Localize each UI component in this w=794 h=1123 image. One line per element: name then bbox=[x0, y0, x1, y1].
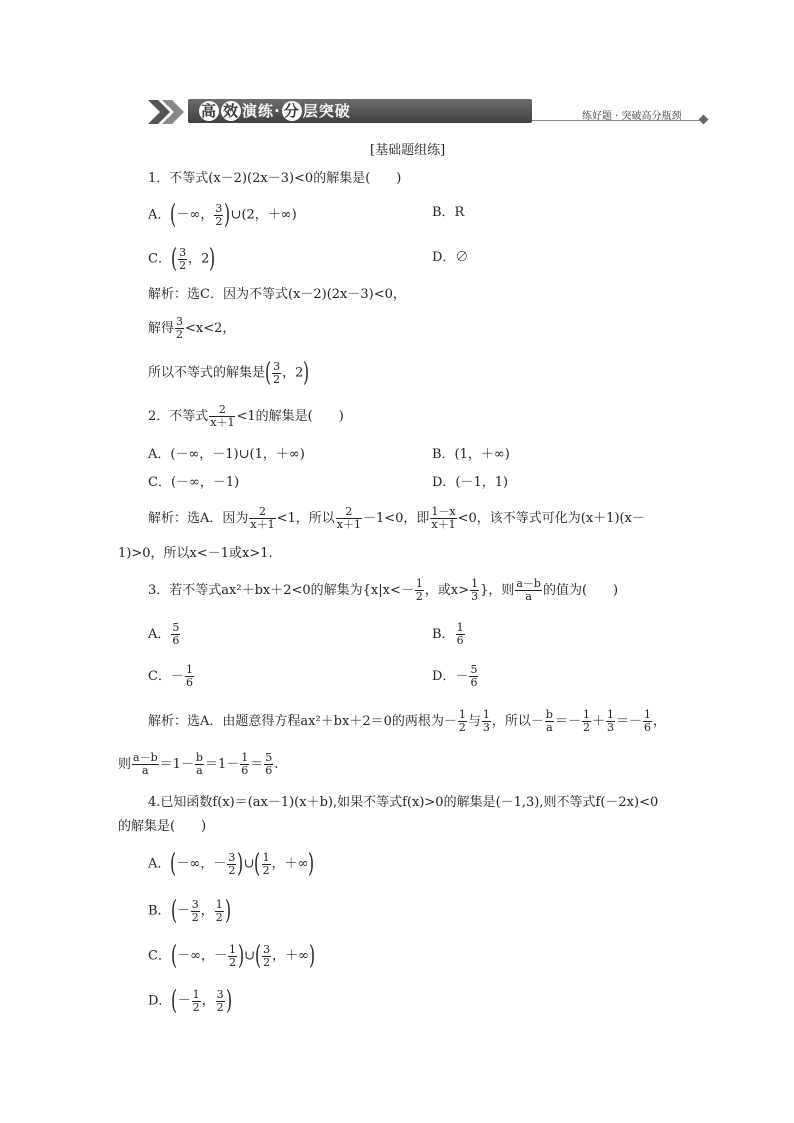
q1-option-d: D．∅ bbox=[432, 250, 469, 265]
q1-option-a: A．(－∞， $\frac{3}{2}$ )∪(2，＋∞) bbox=[148, 200, 297, 230]
q1-stem: 1．不等式(x－2)(2x－3)<0的解集是( ) bbox=[148, 171, 402, 186]
q2-option-c: C．(－∞，－1) bbox=[148, 475, 240, 490]
q2-solution-line1: 解析：选A．因为 $\frac{2}{x+1}$ <1，所以 $\frac{2}{x+1}$ －1<0，即 $\frac{1-x}{x+1}$ <0，该不等式可化为(x＋1)(x－ bbox=[148, 505, 645, 531]
q4-option-c: C．(－∞，－ $\frac{1}{2}$ )∪( $\frac{3}{2}$ ，＋∞) bbox=[148, 941, 316, 971]
q4-stem-line1: 4.已知函数f(x)＝(ax－1)(x＋b),如果不等式f(x)>0的解集是(－1,3),则不等式f(－2x)<0 bbox=[148, 795, 659, 810]
banner-text: 演练 bbox=[242, 102, 275, 120]
q1-option-c: C．( $\frac{3}{2}$ ，2) bbox=[148, 244, 216, 274]
banner-char-disc: 高 bbox=[200, 102, 217, 120]
q1-solution-line2: 解得 $\frac{3}{2}$ <x<2， bbox=[148, 315, 236, 341]
q1-solution-line1: 解析：选C．因为不等式(x－2)(2x－3)<0， bbox=[148, 287, 406, 302]
banner-text: 层突破 bbox=[302, 102, 351, 120]
banner-slogan: 练好题 · 突破高分瓶颈 bbox=[582, 111, 682, 122]
q4-stem-line2: 的解集是( ) bbox=[118, 819, 207, 834]
section-heading: [基础题组练] bbox=[370, 143, 446, 158]
banner-dot: · bbox=[274, 102, 281, 120]
q2-solution-line2: 1)>0，所以x<－1或x>1. bbox=[118, 546, 273, 561]
q3-option-a: A． $\frac{5}{6}$ bbox=[148, 621, 180, 647]
q2-option-b: B．(1，＋∞) bbox=[432, 447, 510, 462]
q3-option-d: D．－ $\frac{5}{6}$ bbox=[432, 663, 478, 689]
q1-option-b: B．R bbox=[432, 205, 465, 220]
section-banner bbox=[148, 98, 708, 124]
q3-option-b: B． $\frac{1}{6}$ bbox=[432, 621, 464, 647]
double-chevron-icon bbox=[148, 100, 192, 124]
q2-option-a: A．(－∞，－1)∪(1，＋∞) bbox=[148, 447, 305, 462]
q2-stem: 2．不等式 $\frac{2}{x+1}$ <1的解集是( ) bbox=[148, 403, 344, 429]
q3-solution-line2: 则 $\frac{a-b}{a}$ ＝1－ $\frac{b}{a}$ ＝1－ $\frac{1}{6}$ ＝ $\frac{5}{6}$ . bbox=[118, 751, 279, 777]
banner-char-disc: 分 bbox=[283, 102, 300, 120]
q3-option-c: C．－ $\frac{1}{6}$ bbox=[148, 663, 193, 689]
banner-title bbox=[198, 99, 351, 123]
q4-option-a: A．(－∞，－ $\frac{3}{2}$ )∪( $\frac{1}{2}$ ，＋∞) bbox=[148, 849, 315, 879]
q3-solution-line1: 解析：选A．由题意得方程ax²＋bx＋2＝0的两根为－ $\frac{1}{2}$ 与 $\frac{1}{3}$ ，所以－ $\frac{b}{a}$ ＝－ $\frac{1}{2}$ ＋ $\frac{1}{3}$ ＝－ $\frac{1}{6}$ ， bbox=[148, 708, 667, 734]
q2-option-d: D．(－1，1) bbox=[432, 475, 509, 490]
banner-char-disc: 效 bbox=[222, 102, 239, 120]
q3-stem: 3．若不等式ax²＋bx＋2<0的解集为{x|x<－ $\frac{1}{2}$ ，或x> $\frac{1}{3}$ }，则 $\frac{a-b}{a}$ 的值为( ) bbox=[148, 577, 619, 603]
diamond-icon bbox=[699, 115, 709, 125]
q1-solution-line3: 所以不等式的解集是( $\frac{3}{2}$ ，2) bbox=[148, 358, 310, 388]
q4-option-d: D．(－ $\frac{1}{2}$ ， $\frac{3}{2}$ ) bbox=[148, 986, 232, 1016]
q4-option-b: B．(－ $\frac{3}{2}$ ， $\frac{1}{2}$ ) bbox=[148, 896, 231, 926]
